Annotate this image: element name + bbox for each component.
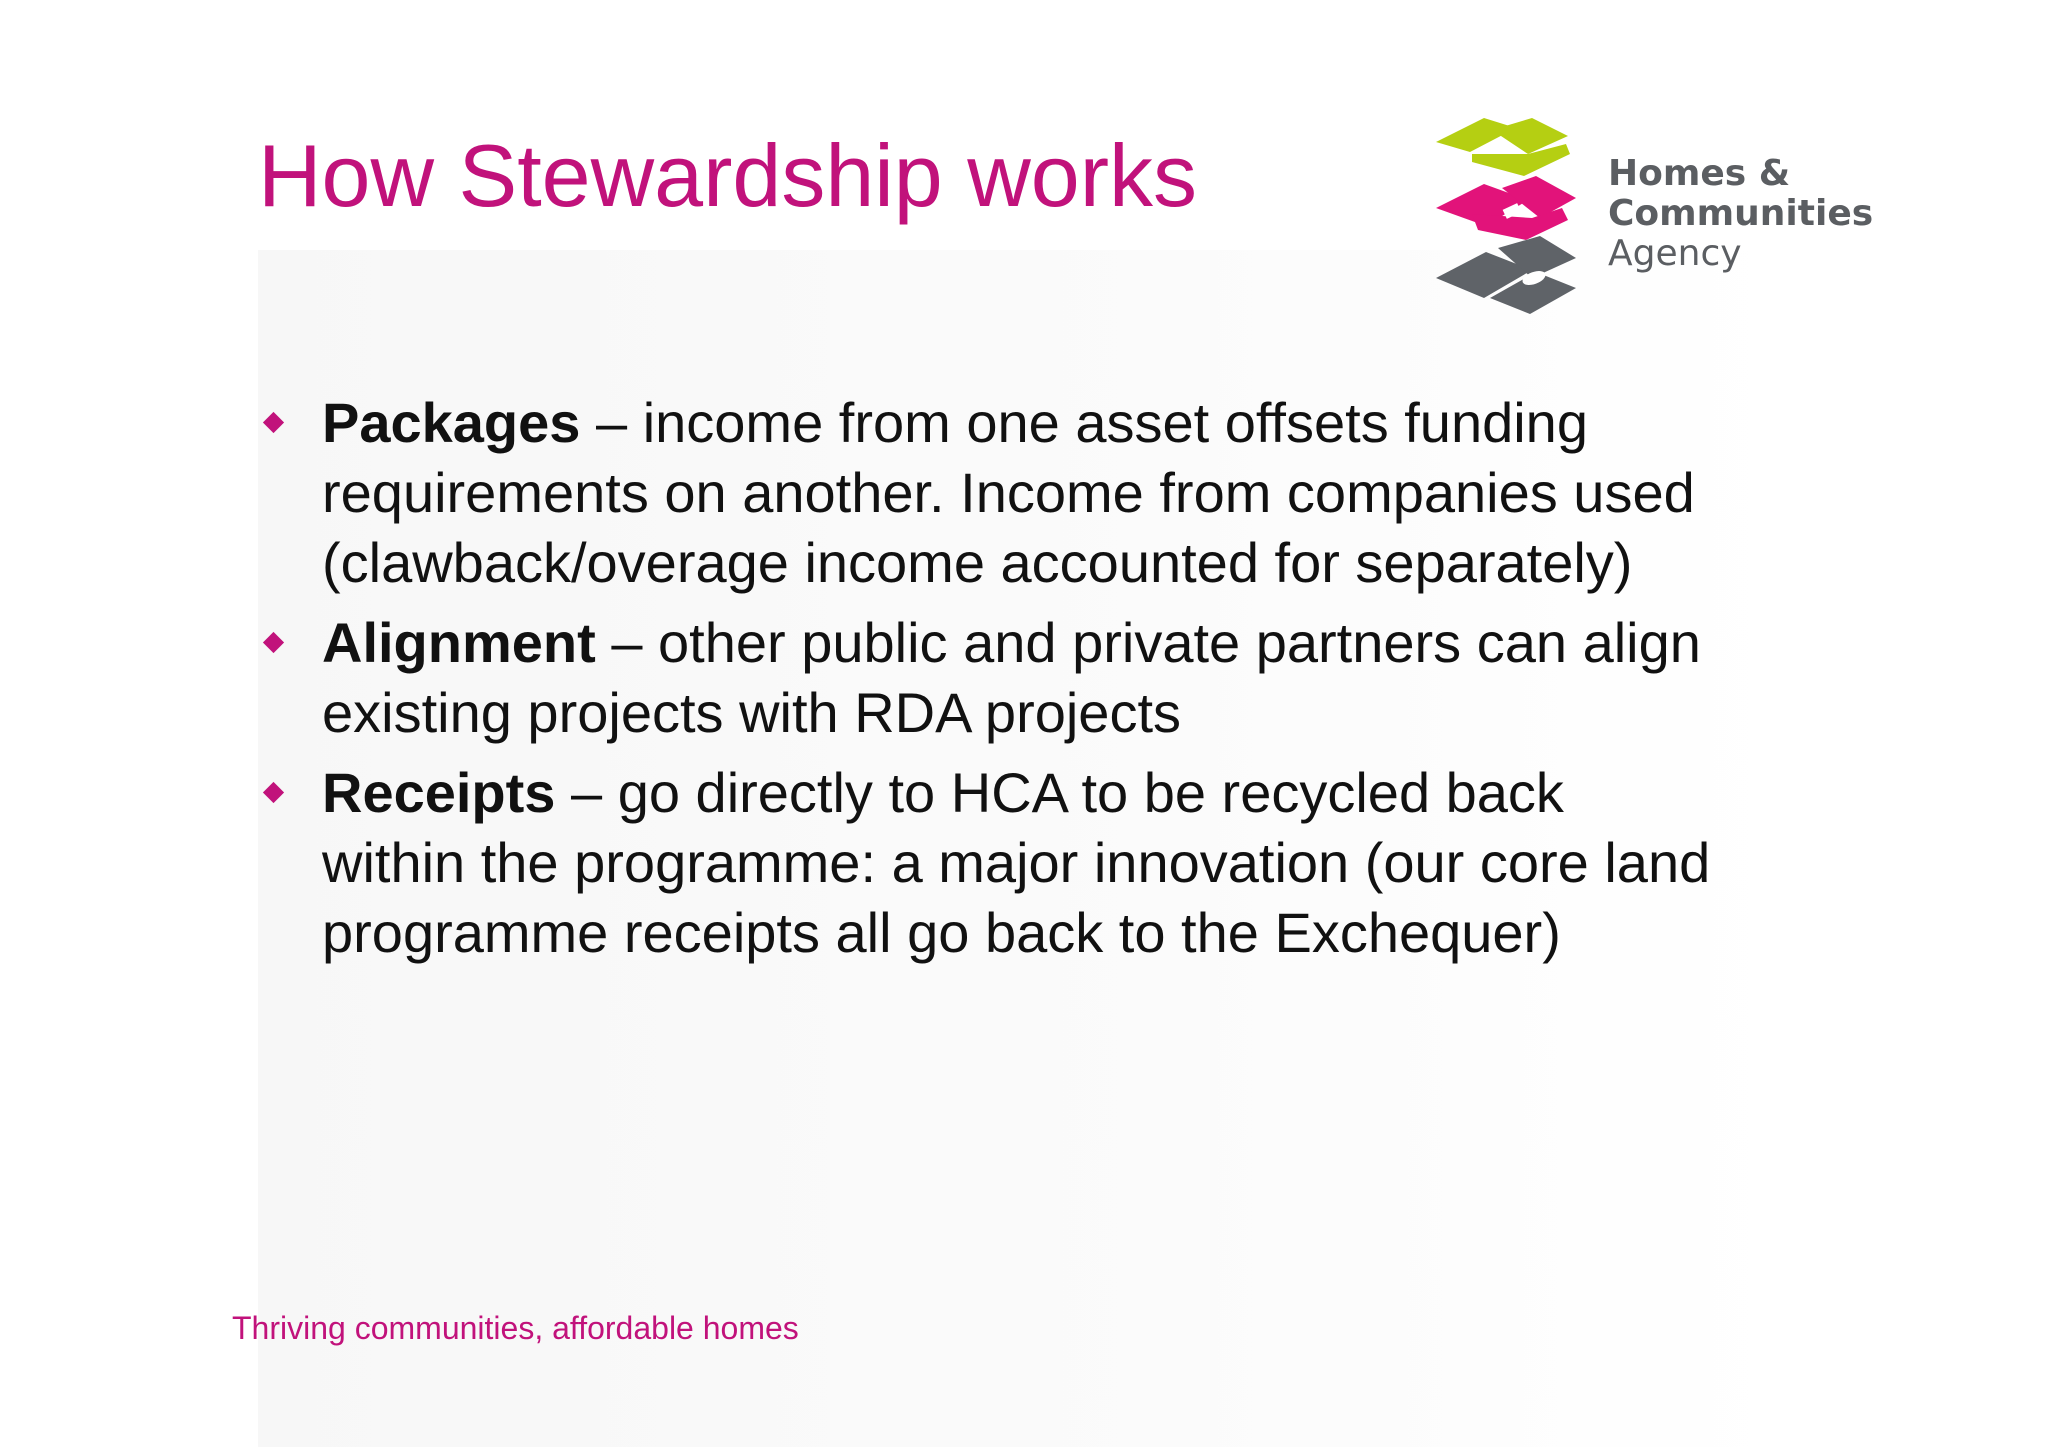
logo-line-2: Communities — [1608, 193, 1874, 234]
bullet-term: Packages — [322, 391, 581, 454]
logo-line-3: Agency — [1608, 233, 1742, 274]
bullet-text: – income from one asset offsets funding requirements on another. Income from companies used (clawback/overage income accounted for separately) — [322, 391, 1695, 594]
bullet-term: Receipts — [322, 761, 556, 824]
bullet-term: Alignment — [322, 611, 596, 674]
diamond-bullet-icon — [263, 782, 284, 803]
slide-title: How Stewardship works — [258, 126, 1197, 225]
bullet-list — [258, 388, 1718, 978]
hca-logo-icon — [1432, 118, 1592, 318]
diamond-bullet-icon — [263, 632, 284, 653]
footer-tagline: Thriving communities, affordable homes — [232, 1310, 799, 1346]
bullet-text: – go directly to HCA to be recycled back within the programme: a major innovation (our core land programme receipts all go back to the Exchequer) — [322, 761, 1711, 964]
diamond-bullet-icon — [263, 412, 284, 433]
bullet-item-packages — [258, 388, 1718, 598]
logo-wordmark — [1608, 154, 1873, 274]
hca-logo — [1432, 118, 1874, 318]
bullet-item-receipts — [258, 758, 1718, 968]
logo-line-1: Homes & — [1608, 153, 1791, 194]
bullet-item-alignment — [258, 608, 1718, 748]
bullet-text: – other public and private partners can align existing projects with RDA projects — [322, 611, 1701, 744]
